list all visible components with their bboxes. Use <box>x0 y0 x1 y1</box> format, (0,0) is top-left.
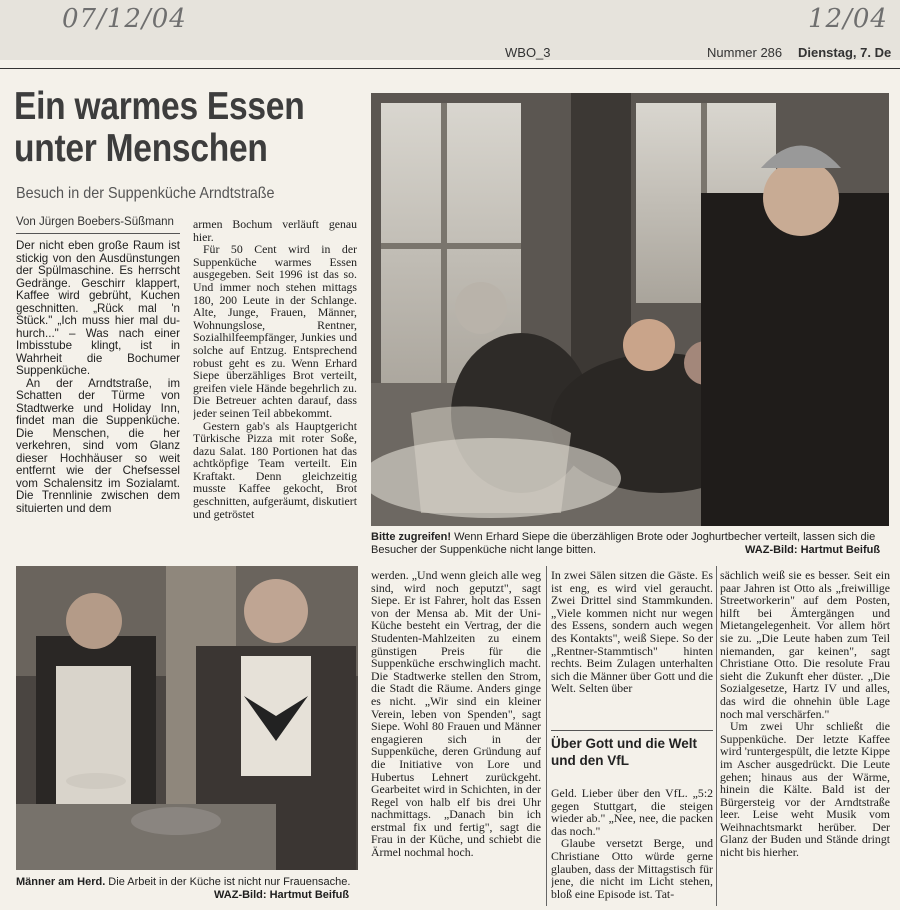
paragraph: sächlich weiß sie es besser. Seit ein paar Jahren ist Otto als „freiwillige Streetworkerin" auf dem Posten, hilft bei Ämtergängen und Mietangelegenheit. Vor allem hört sie zu. „Die Leute haben zum Teil niemanden, gar keinen", sagt Christiane Otto. Die resolute Frau sieht die Zukunft eher düster. „Die Sozialgesetze, Hartz IV und alles, das wird die ohnehin üble Lage noch mal verschärfen." <box>720 569 890 721</box>
paragraph: Geld. Lieber über den VfL. „5:2 gegen Stuttgart, die steigen wieder ab." „Nee, nee, die packen das noch." <box>551 787 713 838</box>
headline: Ein warmes Essen unter Menschen <box>14 85 305 170</box>
paragraph: werden. „Und wenn gleich alle weg sind, wird noch geputzt", sagt Siepe. Er ist Fahrer, holt das Essen von der Mensa ab. Mit der Uni-Küche besteht ein Vertrag, der die Studenten-Mahlzeiten zu einem günstigen Preis für die Suppenküche erschwinglich macht. Die Stadtwerke stellen den Strom, die Stadt die Räume. Anders ginge es nicht. „Wir sind ein kleiner Verein, leben von Spenden", sagt Siepe. Wohl 80 Frauen und Männer engagieren sich in der Suppenküche, deren Gründung auf die Initiative von Lore und Hubertus Lehnert zurückgeht. Gearbeitet wird in Schichten, in der Regel von halb elf bis drei Uhr nachmittags. „Danach bin ich erstmal fix und fertig", sagt die Frau in der Küche, und schiebt die Ärmel nochmal hoch. <box>371 569 541 860</box>
paragraph: Gestern gab's als Hauptgericht Türkische Pizza mit roter Soße, dazu Salat. 180 Portionen hat das achtköpfige Team verteilt. Ein Kraftakt. Denn gleichzeitig musste Kaffee gekocht, Brot geschnitten, aufgeräumt, diskutiert und getröstet <box>193 418 357 521</box>
paragraph: Der nicht eben große Raum ist stickig von den Ausdünstungen der Spülmaschine. Es herrscht Gedränge. Geschirr klappert, Kaffee wird gebrüht, Kuchen geschnitten. „Rück mal 'n Stück." „Ich muss hier mal du-hurch..." – Was nach einer Imbisstube klingt, ist in Wahrheit die Bochumer Suppenküche. <box>16 240 180 377</box>
article-column-3 <box>371 569 541 905</box>
paragraph: armen Bochum verläuft genau hier. <box>193 218 357 244</box>
subheadline: Besuch in der Suppenküche Arndtstraße <box>16 185 275 202</box>
article-column-4 <box>551 569 713 739</box>
column-divider <box>546 566 547 906</box>
photo-bread-distribution <box>371 93 889 526</box>
article-column-4-continued <box>551 787 713 905</box>
column-divider <box>716 566 717 906</box>
caption-lead: Männer am Herd. <box>16 876 106 888</box>
section-label: WBO_3 <box>505 45 551 60</box>
paragraph: Glaube versetzt Berge, und Christiane Otto würde gerne glauben, dass der Mittagstisch für jene, die nicht im Licht stehen, bloß eine Episode ist. Tat- <box>551 836 713 901</box>
section-subheading: Über Gott und die Welt und den VfL <box>551 736 697 768</box>
photo-credit-top: WAZ-Bild: Hartmut Beifuß <box>745 544 881 556</box>
article-column-5 <box>720 569 890 905</box>
paragraph: In zwei Sälen sitzen die Gäste. Es ist eng, es wird viel geraucht. Zwei Drittel sind Stammkunden. „Viele kommen nicht nur wegen des Essens, sondern auch wegen des Kontakts", weiß Siepe. So der „Rentner-Stammtisch" hinten rechts. Beim Zulagen unterhalten sich die Männer über Gott und die Welt. Selten über <box>551 569 713 696</box>
photo-credit-bottom: WAZ-Bild: Hartmut Beifuß <box>214 889 350 901</box>
issue-date: Dienstag, 7. De <box>798 45 892 60</box>
paragraph: An der Arndtstraße, im Schatten der Türme von Stadtwerke und Holiday Inn, findet man die Suppenküche. Die Menschen, die her verkehren, sind vom Glanz dieser Hochhäuser so weit entfernt wie der Chefsessel vom Schalensitz im Sozialamt. Die Trennlinie zwischen dem situierten und dem <box>16 376 180 515</box>
byline-rule <box>16 233 180 234</box>
header-rule <box>0 68 900 69</box>
paragraph: Um zwei Uhr schließt die Suppenküche. Der letzte Kaffee wird 'runtergespült, die letzte Kippe im Ascher ausgedrückt. Die Leute gehen; hinaus aus der Wärme, hinein die Kälte. Bald ist der Bürgersteig vor der Arndtstraße leer. Leise weht Musik vom Weihnachtsmarkt herüber. Der Glanz der Buden und Stände dringt nicht bis hierher. <box>720 719 890 860</box>
subhead-rule <box>551 730 713 731</box>
handwritten-date-right: 12/04 <box>808 4 888 34</box>
handwritten-date-left: 07/12/04 <box>62 4 187 34</box>
caption-lead: Bitte zugreifen! <box>371 531 452 543</box>
photo-caption-bottom <box>16 876 358 889</box>
byline: Von Jürgen Boebers-Süßmann <box>16 216 174 228</box>
paragraph: Für 50 Cent wird in der Suppenküche warmes Essen ausgegeben. Seit 1996 ist das so. Und immer noch stehen mittags 180, 200 Leute in der Schlange. Alte, Junge, Frauen, Männer, Wohnungslose, Rentner, Sozialhilfeempfänger, Junkies und solche auf Entzug. Entsprechend robust geht es zu. Wenn Erhard Siepe überzähliges Brot verteilt, greifen viele Hände begehrlich zu. Die Betreuer achten darauf, dass jeder seinen Teil abbekommt. <box>193 242 357 420</box>
caption-text: Die Arbeit in der Küche ist nicht nur Frauensache. <box>105 876 351 888</box>
article-column-2 <box>193 218 357 558</box>
article-column-1 <box>16 240 180 558</box>
photo-men-at-stove <box>16 566 358 870</box>
issue-number: Nummer 286 <box>707 45 783 60</box>
caption-text: Wenn Erhard Siepe die überzähligen Brote oder Joghurtbecher verteilt, lassen sich die Besucher der Suppenküche nicht lange bitten. <box>371 531 876 556</box>
